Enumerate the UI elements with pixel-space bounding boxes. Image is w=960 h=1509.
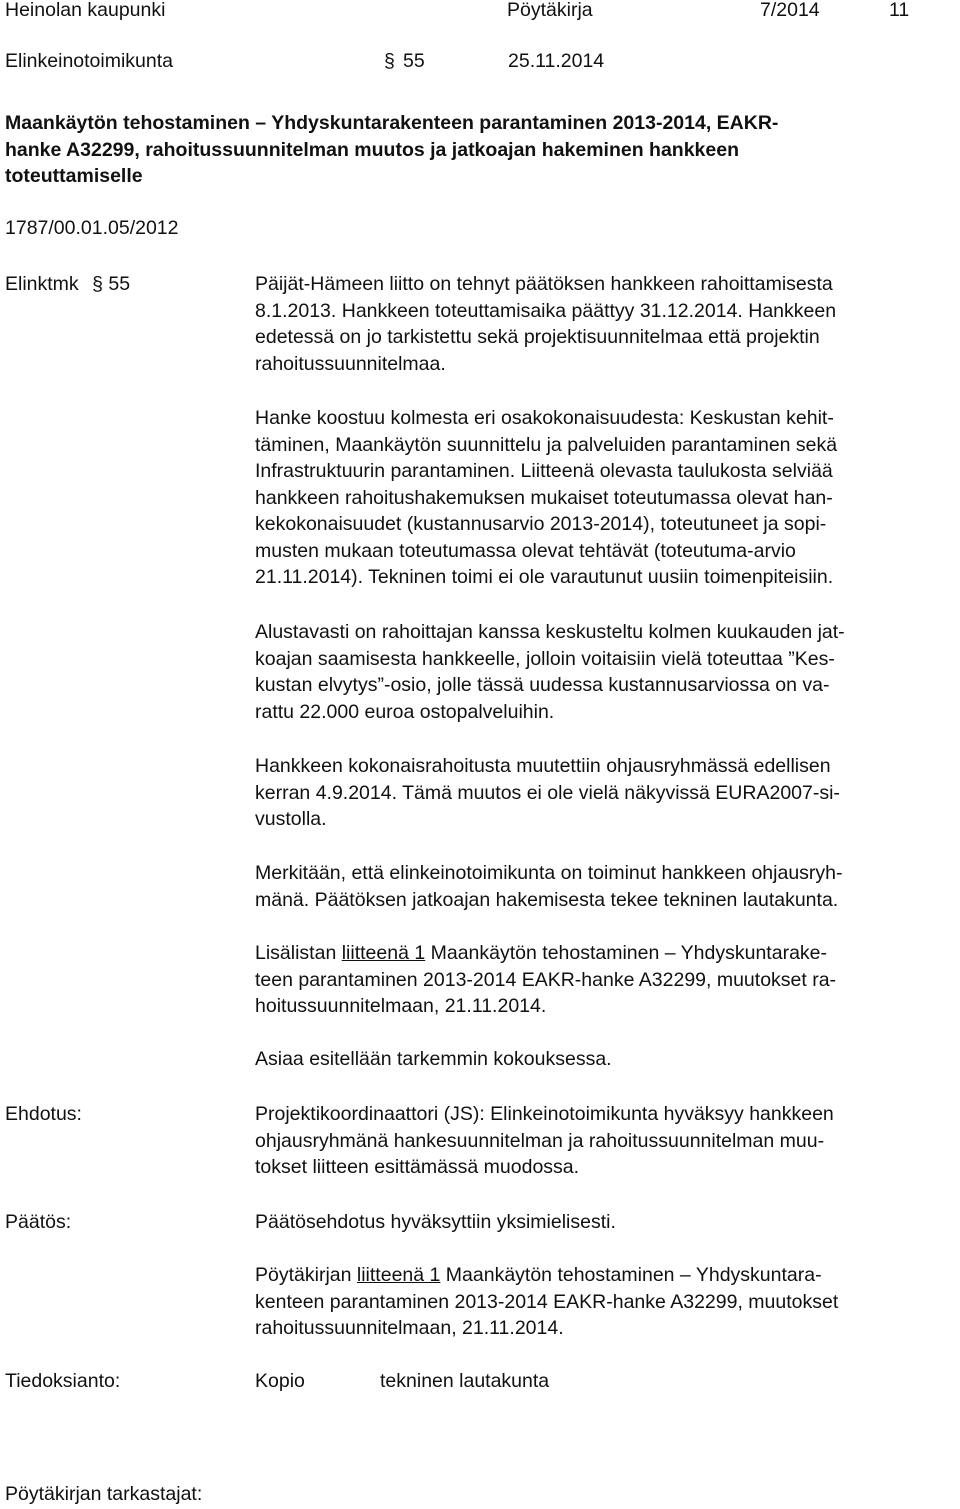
elinktmk-text: Elinktmk [5,273,79,295]
title-line: Maankäytön tehostaminen – Yhdyskuntarakenteen parantaminen 2013-2014, EAKR- [5,112,779,134]
attachment-link[interactable]: liitteenä 1 [356,1264,441,1286]
title-line: hanke A32299, rahoitussuunnitelman muutos ja jatkoajan hakeminen hankkeen [5,138,740,161]
text-line: kustan elvytys”-osio, jolle tässä uudessa kustannusarviossa on va- [255,674,830,696]
section-sign-icon: § [384,50,395,72]
text-line: koajan saamisesta hankkeelle, jolloin voitaisiin vielä toteuttaa ”Kes- [255,647,835,670]
text-line: Infrastruktuurin parantaminen. Liitteenä olevasta taulukosta selviää [255,460,833,482]
text-line: hankkeen rahoitushakemuksen mukaiset toteutumassa olevat han- [255,486,833,509]
text-line: 21.11.2014). Tekninen toimi ei ole varautunut uusiin toimenpiteisiin. [255,566,834,588]
ehdotus-text [255,1101,955,1181]
text-fragment: Pöytäkirjan [255,1264,357,1286]
meeting-date: 25.11.2014 [508,50,605,72]
text-line: teen parantaminen 2013-2014 EAKR-hanke A32299, muutokset ra- [255,968,837,991]
ehdotus-label: Ehdotus: [5,1103,82,1125]
text-line [255,940,955,967]
text-line: musten mukaan toteutumassa olevat tehtävät (toteutuma-arvio [255,539,796,562]
page-number: 11 [889,0,910,21]
text-line: rahoitussuunnitelmaan, 21.11.2014. [255,1317,564,1339]
elinktmk-label [5,271,130,298]
text-line: Alustavasti on rahoittajan kanssa keskusteltu kolmen kuukauden jat- [255,621,845,643]
paragraph-7 [255,1046,955,1073]
text-line: rahoitussuunnitelmaa. [255,352,446,375]
text-line: tokset liitteen esittämässä muodossa. [255,1156,580,1178]
paragraph-3 [255,619,955,725]
item-title [5,110,778,190]
paragraph-6 [255,940,955,1020]
text-line: Hanke koostuu kolmesta eri osakokonaisuudesta: Keskustan kehit- [255,407,834,429]
text-line: edetessä on jo tarkistettu sekä projektisuunnitelmaa että projektin [255,326,820,348]
poytakirja-attachment [255,1262,955,1342]
tiedoksianto-label: Tiedoksianto: [5,1370,121,1392]
text-fragment: Lisälistan [255,942,342,964]
org-name: Heinolan kaupunki [5,0,166,21]
text-line: Päätösehdotus hyväksyttiin yksimielisesti. [255,1211,616,1233]
text-line: Projektikoordinaattori (JS): Elinkeinotoimikunta hyväksyy hankkeen [255,1103,834,1125]
text-fragment: Maankäytön tehostaminen – Yhdyskuntara- [440,1264,822,1286]
text-line: kerran 4.9.2014. Tämä muutos ei ole vielä näkyvissä EURA2007-si- [255,781,840,804]
text-line: rattu 22.000 euroa ostopalveluihin. [255,700,555,723]
text-line: mänä. Päätöksen jatkoajan hakemisesta tekee tekninen lautakunta. [255,888,839,911]
text-line: 8.1.2013. Hankkeen toteuttamisaika päättyy 31.12.2014. Hankkeen [255,299,837,322]
section-sign-icon: § [92,273,103,295]
paragraph-5 [255,860,955,913]
doc-type: Pöytäkirja [507,0,593,21]
text-line: kekokonaisuudet (kustannusarvio 2013-2014), toteutuneet ja sopi- [255,513,827,535]
body-name: Elinkeinotoimikunta [5,50,174,72]
paragraph-2 [255,405,955,591]
tiedoksianto-recipient: tekninen lautakunta [380,1370,550,1392]
text-fragment: Maankäytön tehostaminen – Yhdyskuntarake- [425,942,828,964]
paatos-label: Päätös: [5,1211,72,1233]
footer-tarkastajat: Pöytäkirjan tarkastajat: [5,1483,203,1505]
text-line: Asiaa esitellään tarkemmin kokouksessa. [255,1048,612,1070]
text-line: vustolla. [255,808,327,830]
text-line: täminen, Maankäytön suunnittelu ja palveluiden parantaminen sekä [255,433,838,456]
tiedoksianto-kind: Kopio [255,1370,305,1392]
elinktmk-number: 55 [108,273,131,295]
text-line: kenteen parantaminen 2013-2014 EAKR-hanke A32299, muutokset [255,1290,839,1313]
paragraph-4 [255,753,955,833]
text-line: Päijät-Hämeen liitto on tehnyt päätöksen hankkeen rahoittamisesta [255,273,833,295]
section-number: 55 [403,50,425,72]
text-line: hoitussuunnitelmaan, 21.11.2014. [255,995,547,1017]
title-line: toteuttamiselle [5,165,143,187]
text-line: Hankkeen kokonaisrahoitusta muutettiin ohjausryhmässä edellisen [255,755,831,777]
text-line: Merkitään, että elinkeinotoimikunta on toiminut hankkeen ohjausryh- [255,862,843,884]
text-line: ohjausryhmänä hankesuunnitelman ja rahoitussuunnitelman muu- [255,1129,825,1152]
doc-number: 7/2014 [760,0,820,21]
paragraph-1 [255,271,955,377]
record-number: 1787/00.01.05/2012 [5,217,179,239]
text-line [255,1262,955,1289]
attachment-link[interactable]: liitteenä 1 [341,942,426,964]
paatos-text [255,1209,955,1236]
